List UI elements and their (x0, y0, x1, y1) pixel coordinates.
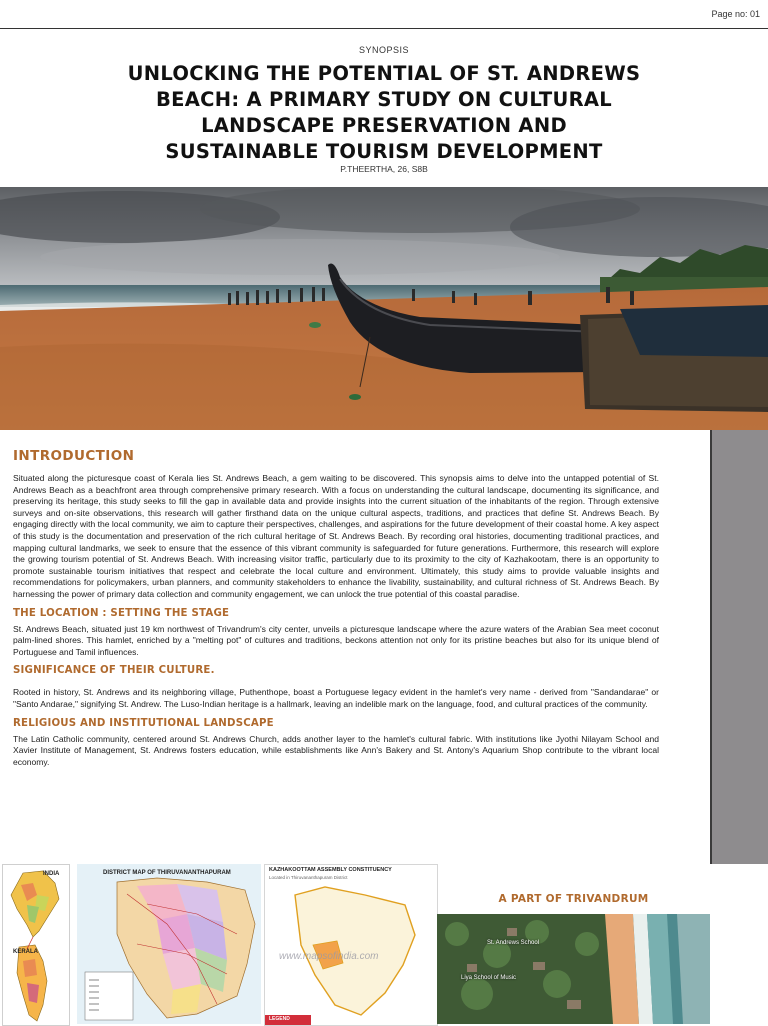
page-number: Page no: 01 (711, 9, 760, 19)
location-text: St. Andrews Beach, situated just 19 km northwest of Trivandrum's city center, unveils a picturesque landscape where the azure waters of the Arabian Sea meet coconut palm-lined shores. This hamlet, enriched by a "melting pot" of cultures and traditions, beckons attention not only for its pristine beaches but also for its unique blend of Portuguese and Tamil influences. (13, 623, 659, 657)
introduction-heading: INTRODUCTION (13, 448, 135, 464)
sat-label-music: Liya School of Music (461, 975, 517, 981)
culture-text: Rooted in history, St. Andrews and its neighboring village, Puthenthope, boast a Portuguese legacy evident in the hamlet's very name - derived from "Sandandarae" or "Santo Andarae," signifying St. Andrew. The Luso-Indian heritage is a hallmark, leaving an indelible mark on the language, food, and cultural practices of the community. (13, 687, 659, 709)
sat-label-school: St. Andrews School (487, 940, 540, 946)
district-map-title: DISTRICT MAP OF THIRUVANANTHAPURAM (103, 870, 231, 876)
satellite-image (437, 914, 710, 1024)
district-map (77, 864, 261, 1024)
main-content (13, 448, 659, 768)
top-bar (0, 0, 768, 29)
part-of-heading: A PART OF TRIVANDRUM (498, 893, 649, 905)
watermark: www.mapsofindia.com (279, 951, 379, 962)
beach-photo (0, 187, 768, 430)
india-map (2, 864, 70, 1026)
legend-label: LEGEND (269, 1016, 290, 1022)
constituency-title: KAZHAKOOTTAM ASSEMBLY CONSTITUENCY (269, 867, 392, 873)
title-line: SUSTAINABLE TOURISM DEVELOPMENT (165, 140, 603, 163)
side-panel (710, 430, 768, 864)
india-label: INDIA (43, 871, 60, 877)
religious-heading: RELIGIOUS AND INSTITUTIONAL LANDSCAPE (13, 717, 274, 729)
introduction-text: Situated along the picturesque coast of Kerala lies St. Andrews Beach, a gem waiting to be discovered. This synopsis aims to delve into the untapped potential of St. Andrews Beach as a beachfront area through comprehensive primary research. With a focus on understanding the cultural landscape, documenting its significance, and preserving its heritage, this study seeks to fill the gap in available data and provide insights into the current situation of the inhabitants of the region. Through extensive surveys and on-site observations, this research will gather firsthand data on the unique cultural aspects, traditions, and practices that define St. Andrews Beach. By engaging directly with the local community, we aim to capture their perspectives, challenges, and aspirations for the future development of their coastal home. A key aspect of this study is the documentation and preservation of the rich cultural heritage of St. Andrews Beach. By recording oral histories, documenting traditional practices, and mapping cultural landmarks, we seek to ensure that the essence of this vibrant community is safeguarded for future generations. Furthermore, this research will explore the growing tourism potential of St. Andrews Beach. With increasing visitor traffic, particularly due to its proximity to the city of Kazhakootam, there is an opportunity to promote sustainable tourism initiatives that respect and celebrate the local culture and environment. Ultimately, this study aims to provide valuable insights and recommendations for policymakers, urban planners, and community stakeholders to enhance the livability, sustainability, and cultural richness of St. Andrews Beach. By harnessing the power of primary data collection and community engagement, we can unlock the true potential of this coastal paradise. (13, 473, 659, 599)
constituency-subtitle: Located in Thiruvananthapuram District (269, 875, 348, 880)
map-strip (0, 864, 710, 1024)
constituency-map (264, 864, 438, 1026)
page-title (40, 61, 728, 165)
author-line: P.THEERTHA, 26, S8B (340, 164, 428, 174)
location-heading: THE LOCATION : SETTING THE STAGE (13, 607, 230, 619)
culture-heading: SIGNIFICANCE OF THEIR CULTURE. (13, 665, 215, 677)
title-line: LANDSCAPE PRESERVATION AND (201, 114, 567, 137)
synopsis-label: SYNOPSIS (358, 45, 409, 55)
title-line: UNLOCKING THE POTENTIAL OF ST. ANDREWS (127, 62, 641, 85)
religious-text: The Latin Catholic community, centered around St. Andrews Church, adds another layer to the hamlet's cultural fabric. With institutions like Jyothi Nilayam School and Xavier Institute of Management, St. Andrews fosters education, while establishments like Ann's Bakery and St. Antony's Aquarium Shop contribute to the vibrant local economy. (13, 733, 659, 767)
title-line: BEACH: A PRIMARY STUDY ON CULTURAL (155, 88, 613, 111)
kerala-label: KERALA (13, 949, 38, 955)
